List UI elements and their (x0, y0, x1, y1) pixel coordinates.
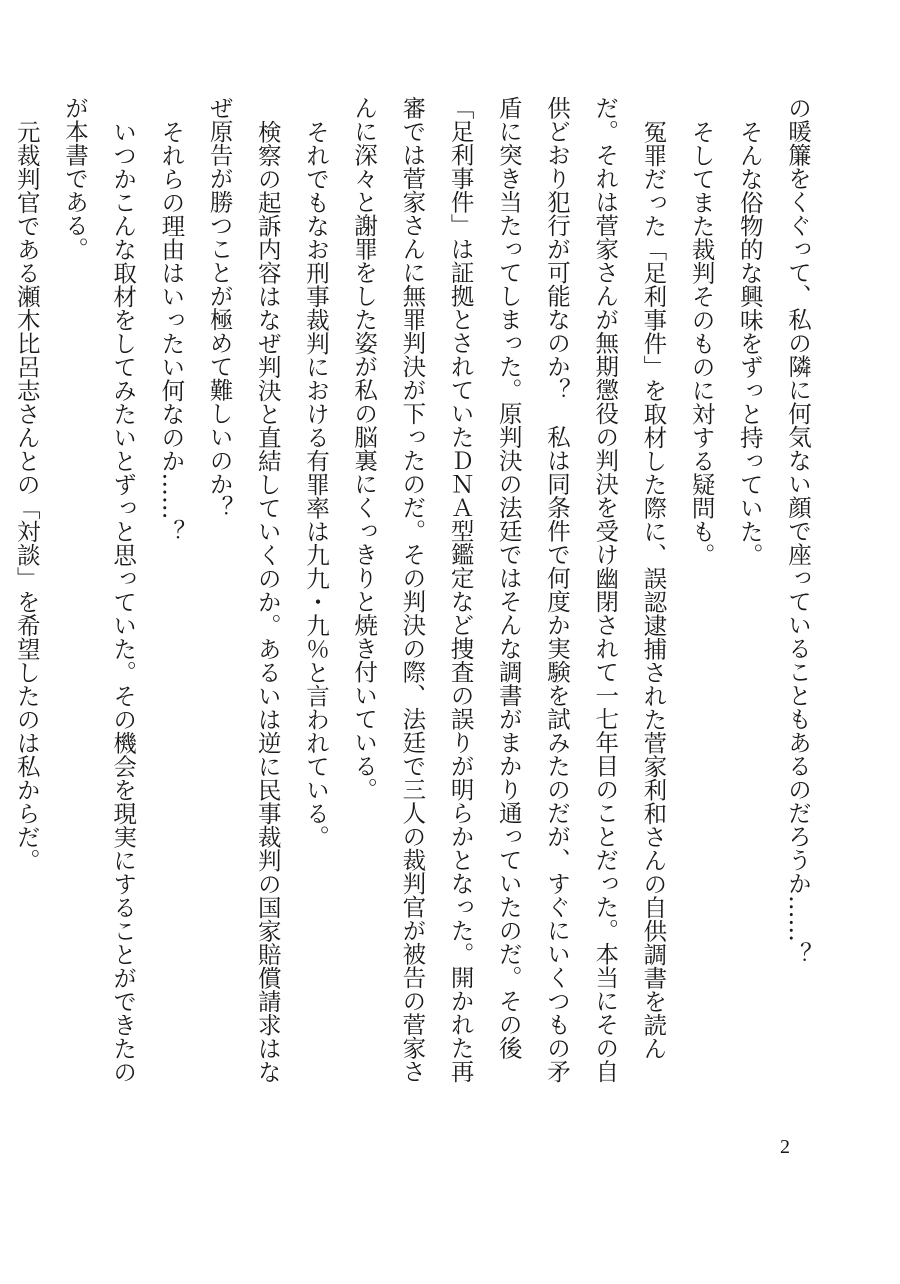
paragraph-1: の暖簾をくぐって、私の隣に何気ない顔で座っていることもあるのだろうか……？ (784, 96, 812, 966)
paragraph-9: 元裁判官である瀬木比呂志さんとの「対談」を希望したのは私からだ。 (12, 119, 41, 872)
vertical-body-text (12, 96, 822, 1106)
paragraph-5: それでもなお刑事裁判における有罪率は九九・九％と言われている。 (301, 119, 330, 848)
paragraph-7: それらの理由はいったい何なのか……？ (157, 119, 186, 543)
paragraph-3: そしてまた裁判そのものに対する疑問も。 (687, 119, 716, 566)
paragraph-4: 冤罪だった「足利事件」を取材した際に、誤認逮捕された菅家利和さんの自供調書を読んだ。それは菅家さんが無期懲役の判決を受け幽閉されて一七年目のことだった。本当にその自供どおり犯行が可能なのか？ 私は同条件で何度か実験を試みたのだが、すぐにいくつもの矛盾に突き当たってしまった。原判決の法廷ではそんな調書がまかり通っていたのだ。その後「足利事件」は証拠とされていたＤＮＡ型鑑定など捜査の誤りが明らかとなった。開かれた再審では菅家さんに無罪判決が下ったのだ。その判決の際、法廷で三人の裁判官が被告の菅家さんに深々と謝罪をした姿が私の脳裏にくっきりと焼き付いている。 (350, 96, 668, 1083)
paragraph-8: いつかこんな取材をしてみたいとずっと思っていた。その機会を現実にすることができたのが本書である。 (60, 96, 138, 1083)
paragraph-10 (0, 96, 3, 1106)
page-number: 2 (780, 1136, 790, 1158)
paragraph-2: そんな俗物的な興味をずっと持っていた。 (735, 119, 764, 566)
paragraph-6: 検察の起訴内容はなぜ判決と直結していくのか。あるいは逆に民事裁判の国家賠償請求はなぜ原告が勝つことが極めて難しいのか？ (205, 96, 282, 1083)
